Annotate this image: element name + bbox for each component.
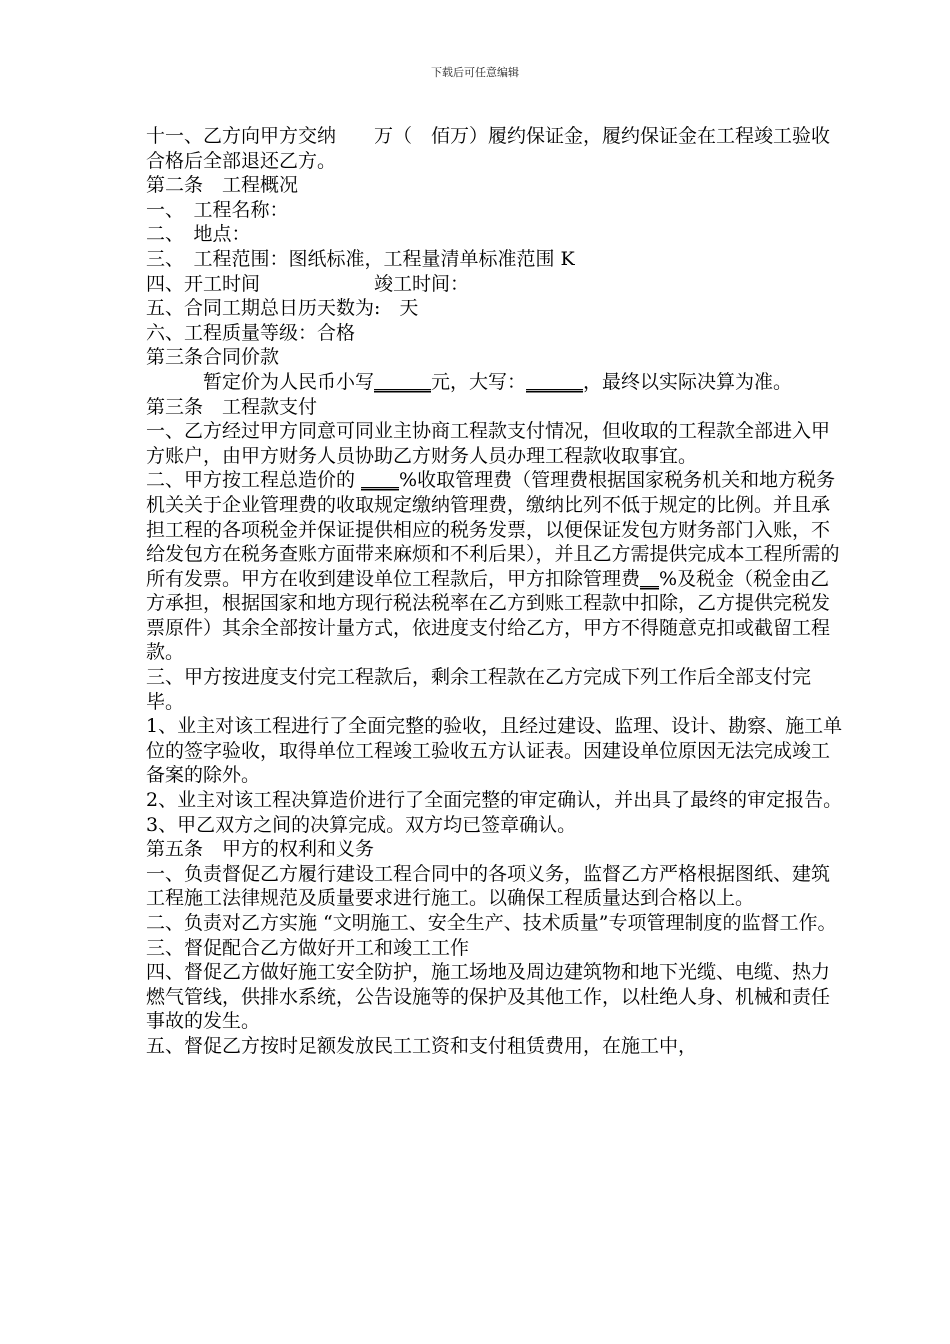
article-3-payment-heading: 第三条 工程款支付 <box>146 395 318 418</box>
duration-line: 五、合同工期总日历天数为: 天 <box>146 297 419 320</box>
condition-item-3: 3、甲乙双方之间的决算完成。双方均已签章确认。 <box>146 813 577 836</box>
payment-clause-3: 三、甲方按进度支付完工程款后，剩余工程款在乙方完成下列工作后全部支付完毕。 <box>146 666 812 713</box>
payment-text-2: %收取管理费（管理费根据国家税务机关和地方税务机关关于企业管理费的收取规定缴纳管理费，缴纳比列不低于规定的比例。并且承担工程的各项税金并保证提供相应的税务发票，以便保证发包方财务部门入账，不给发包方在税务查账方面带来麻烦和不利后果），并且乙方需提供完成本工程所需的所有发票。甲方在收到建设单位工程款后，甲方扣除管理费 <box>146 469 840 590</box>
deduction-fee-blank: __ <box>640 567 660 590</box>
project-name-line: 一、 工程名称： <box>146 198 289 221</box>
payment-clause-2 <box>146 468 846 665</box>
article-3-price-heading: 第三条合同价款 <box>146 346 280 369</box>
price-text-1: 暂定价为人民币小写 <box>203 370 375 393</box>
party-a-duty-3: 三、督促配合乙方做好开工和竣工工作 <box>146 936 470 959</box>
payment-text-3: %及税金（税金由乙方承担，根据国家和地方现行税法税率在乙方到账工程款中扣除，乙方提供完税发票原件）其余全部按计量方式，依进度支付给乙方，甲方不得随意克扣或截留工程款。 <box>146 567 831 664</box>
project-location-line: 二、 地点： <box>146 223 251 246</box>
article-5-heading: 第五条 甲方的权利和义务 <box>146 838 375 861</box>
party-a-duty-1: 一、负责督促乙方履行建设工程合同中的各项义务，监督乙方严格根据图纸、建筑工程施工法律规范及质量要求进行施工。以确保工程质量达到合格以上。 <box>146 862 831 910</box>
party-a-duty-2: 二、负责对乙方实施 “文明施工、安全生产、技术质量”专项管理制度的监督工作。 <box>146 912 837 934</box>
party-a-duty-5: 五、督促乙方按时足额发放民工工资和支付租赁费用，在施工中， <box>146 1034 698 1057</box>
document-body <box>146 124 846 1059</box>
price-blank-upper: ______ <box>526 370 584 393</box>
quality-grade-line: 六、工程质量等级：合格 <box>146 321 356 344</box>
condition-item-1: 1、业主对该工程进行了全面完整的验收，且经过建设、监理、设计、勘察、施工单位的签字验收，取得单位工程竣工验收五方认证表。因建设单位原因无法完成竣工备案的除外。 <box>146 715 843 787</box>
price-blank-lower: ______ <box>374 370 432 393</box>
payment-text-1: 二、甲方按工程总造价的 <box>146 469 362 492</box>
price-text-3: ，最终以实际决算为准。 <box>583 370 793 393</box>
paragraph-deposit: 十一、乙方向甲方交纳 万（ 佰万）履约保证金，履约保证金在工程竣工验收合格后全部退还乙方。 <box>146 125 831 172</box>
price-text-2: 元，大写： <box>431 370 527 393</box>
payment-clause-1: 一、乙方经过甲方同意可同业主协商工程款支付情况，但收取的工程款全部进入甲方账户，由甲方财务人员协助乙方财务人员办理工程款收取事宜。 <box>146 420 831 467</box>
article-2-heading: 第二条 工程概况 <box>146 174 299 197</box>
price-paragraph <box>146 370 846 395</box>
party-a-duty-4: 四、督促乙方做好施工安全防护，施工场地及周边建筑物和地下光缆、电缆、热力燃气管线，供排水系统，公告设施等的保护及其他工作，以杜绝人身、机械和责任事故的发生。 <box>146 961 831 1033</box>
management-fee-blank: ____ <box>361 469 400 492</box>
page-header: 下载后可任意编辑 <box>431 66 519 79</box>
project-scope-line: 三、 工程范围：图纸标准，工程量清单标准范围 K <box>146 247 575 270</box>
schedule-line: 四、开工时间 竣工时间： <box>146 272 470 295</box>
condition-item-2: 2、业主对该工程决算造价进行了全面完整的审定确认，并出具了最终的审定报告。 <box>146 789 843 812</box>
